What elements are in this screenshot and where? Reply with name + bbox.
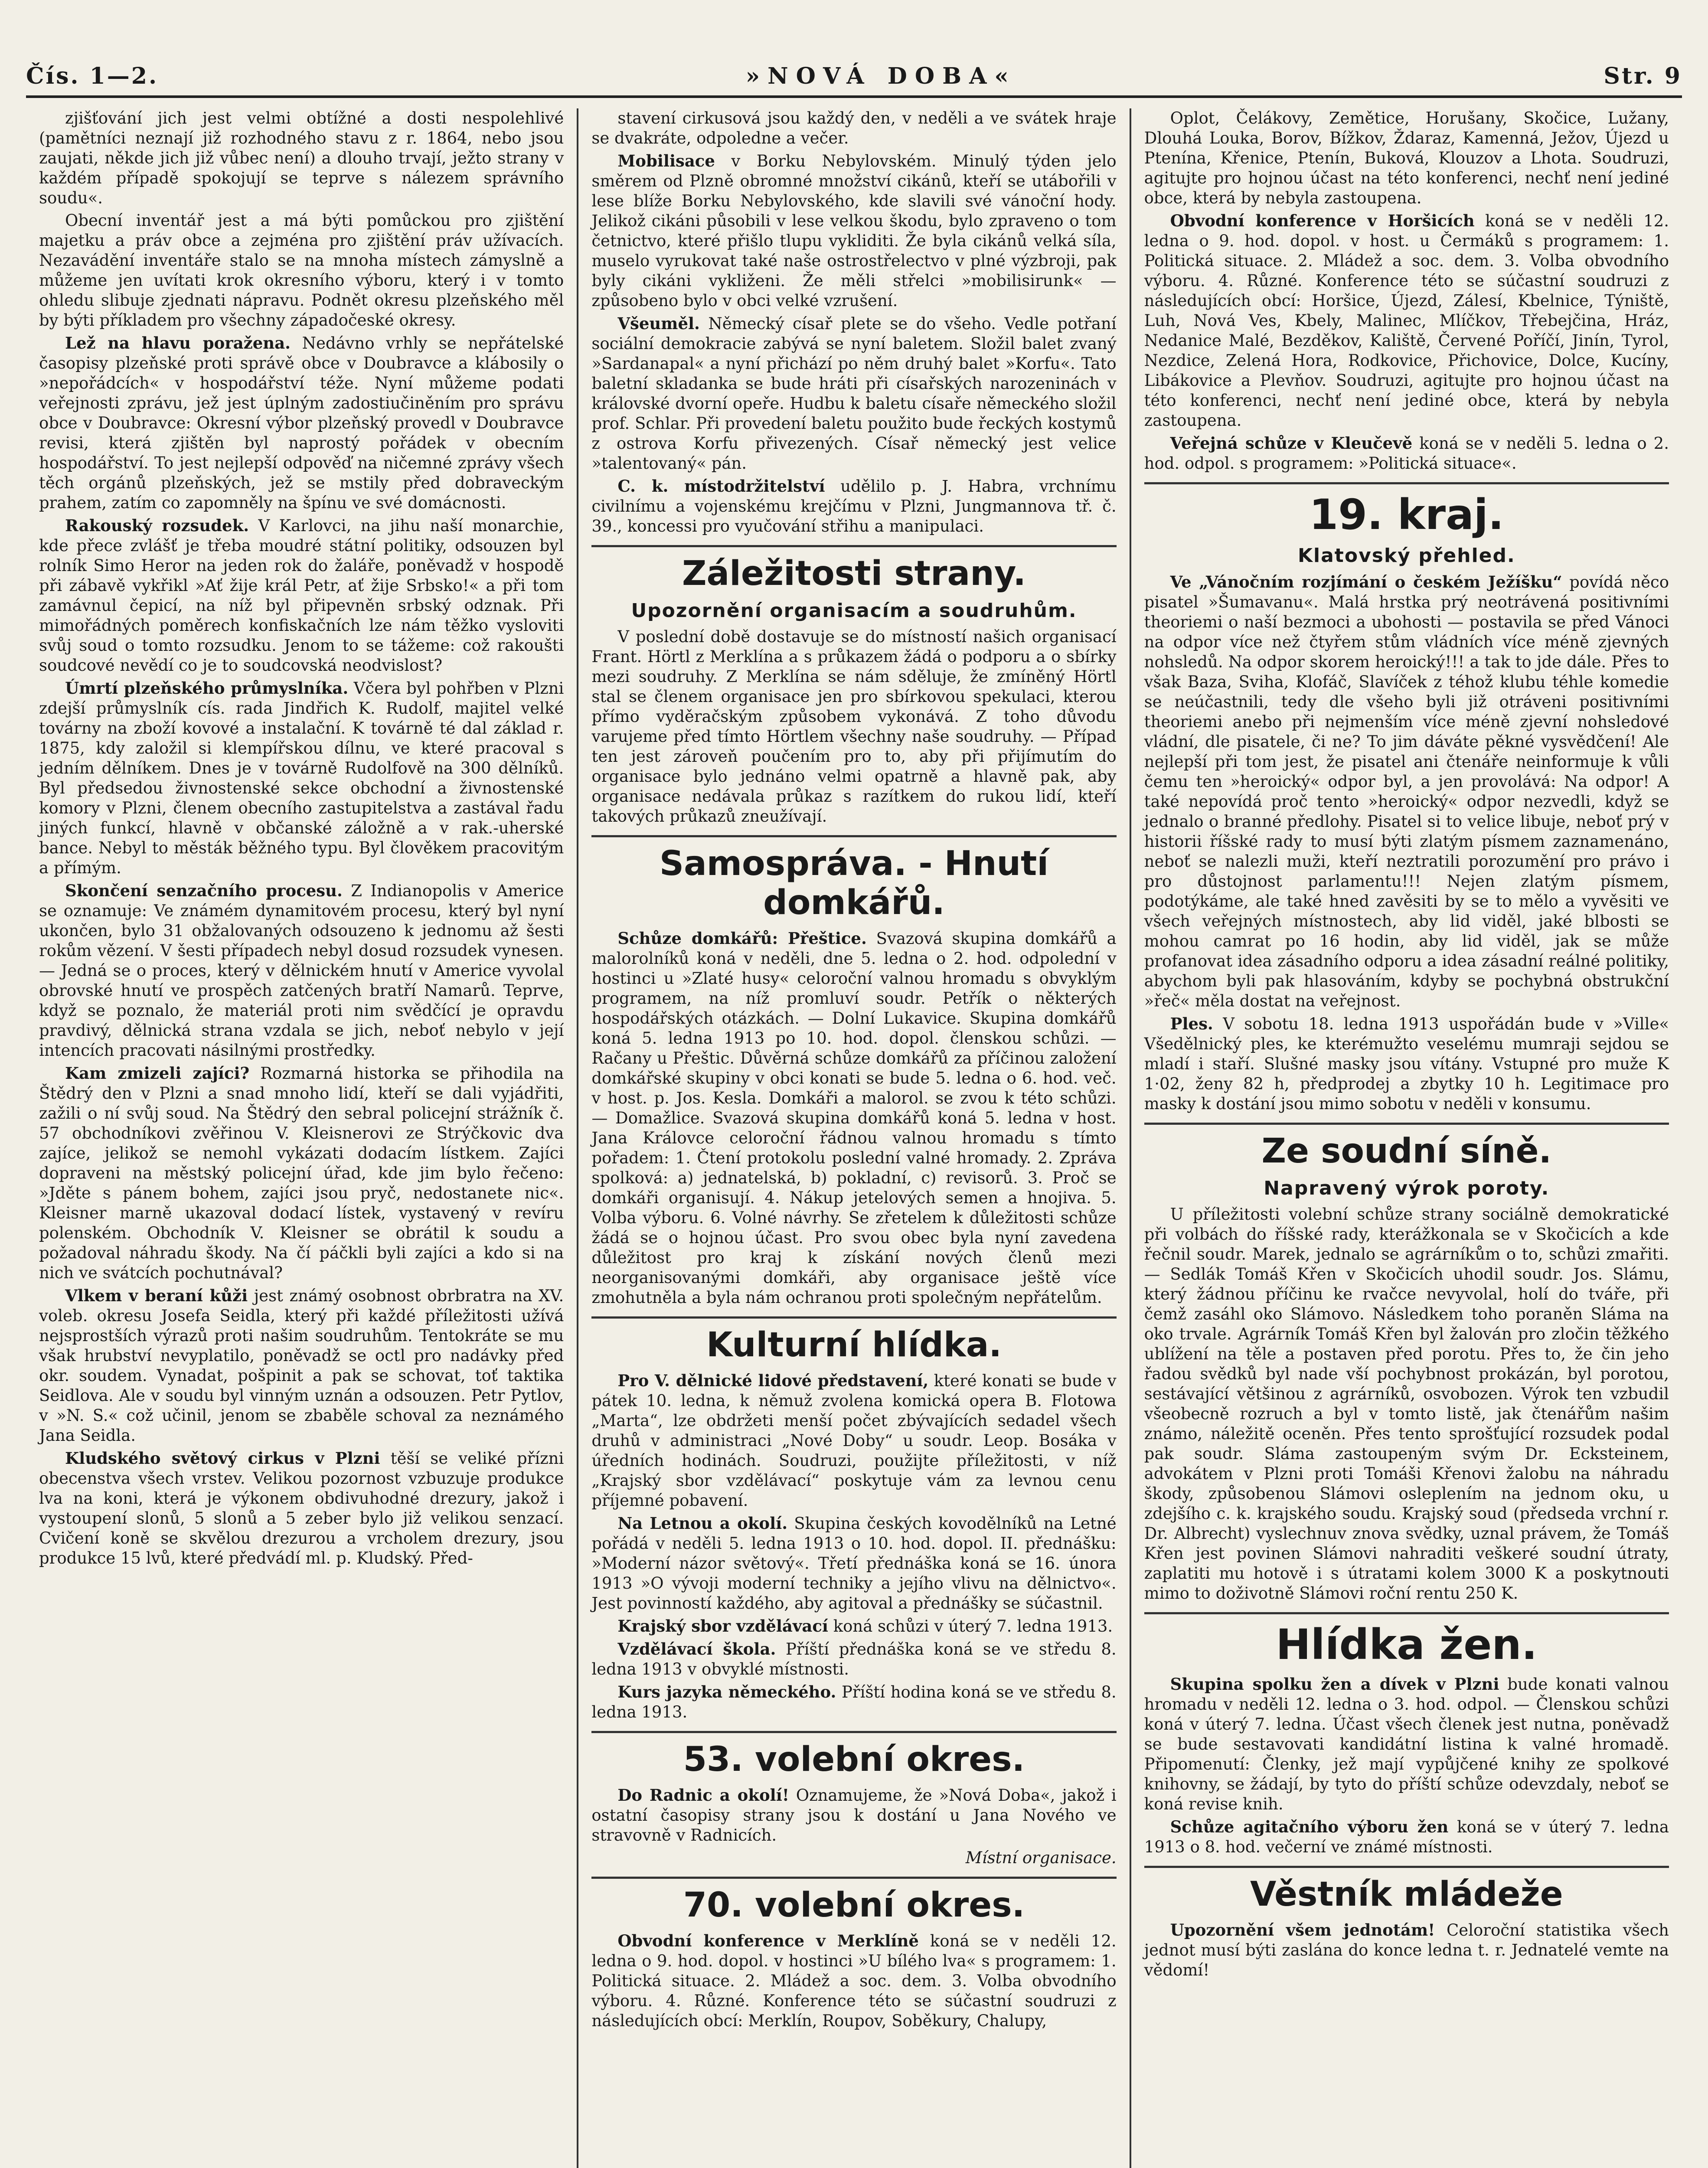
issue-number: Čís. 1—2. — [26, 62, 159, 89]
section-heading: Věstník mládeže — [1144, 1866, 1669, 1914]
section-heading: 19. kraj. — [1144, 482, 1669, 538]
article-heading: Ples. — [1170, 1014, 1213, 1033]
article-heading: Kludského světový cirkus v Plzni — [65, 1449, 380, 1468]
paragraph: Oplot, Čelákovy, Zemětice, Horušany, Skočice, Lužany, Dlouhá Louka, Borov, Bížkov, Ždaraz, Kamenná, Ježov, Újezd u Ptenína, Křenice, Ptenín, Buková, Klouzov a Lhota. Soudruzi, agitujte pro hojnou účast na této konferenci, nechť není jediné obce, která by nebyla zastoupena. — [1144, 109, 1669, 207]
article: Obvodní konference v Horšicích koná se v neděli 12. ledna o 9. hod. dopol. v host. u Čermáků s programem: 1. Politická situace. 2. Mládež a soc. dem. 3. Volba obvodního výboru. 4. Různé. Konference této se súčastní soudruzi z následujících obcí: Horšice, Újezd, Zálesí, Kbelnice, Týniště, Luh, Nová Ves, Kbely, Malinec, Mlíčkov, Třebejčina, Hráz, Nedanice Malé, Bezděkov, Kaliště, Červené Poříčí, Jinín, Tyrol, Nezdice, Zelená Hora, Rodkovice, Přichovice, Dolce, Kucíny, Libákovice a Plevňov. Soudruzi, agitujte pro hojnou účast na této konferenci, nechť není jediné obce, která by nebyla zastoupena. — [1144, 211, 1669, 430]
article-heading: Pro V. dělnické lidové představení, — [617, 1371, 929, 1390]
article-heading: Ve „Vánočním rozjímání o českém Ježíšku“ — [1170, 572, 1562, 591]
article-heading: Upozornění všem jednotám! — [1170, 1920, 1435, 1939]
section-heading: Samospráva. - Hnutí domkářů. — [591, 835, 1116, 922]
article: Pro V. dělnické lidové představení, které konati se bude v pátek 10. ledna, k němuž zvolena komická opera B. Flotowa „Marta“, lze obdržeti menší počet zbývajících sedadel všech druhů v administraci „Nové Doby“ u soudr. Leop. Bosáka v úředních hodinách. Soudruzi, použijte příležitosti, v níž „Krajský sbor vzdělávací“ poskytuje vám za levnou cenu příjemné pobavení. — [591, 1371, 1117, 1510]
article: Do Radnic a okolí! Oznamujeme, že »Nová Doba«, jakož i ostatní časopisy strany jsou k dostání u Jana Nového ve stravovně v Radnicích. — [591, 1786, 1117, 1845]
article: Lež na hlavu poražena. Nedávno vrhly se nepřátelské časopisy plzeňské proti správě obce v Doubravce a klábosily o »nepořádcích« v hospodářství téže. Nyní můžeme podati veřejnosti zprávu, jež jest úplným zadostiučiněním pro správu obce v Doubravce: Okresní výbor plzeňský provedl v Doubravce revisi, která zjištěn byl naprostý pořádek v obecním hospodářství. To jest nejlepší odpověď na ničemné zprávy všech těch orgánů plzeňských, jež se mstily před dobraveckým prahem, zatím co zapomněly na špínu ve své domácnosti. — [39, 333, 564, 512]
paragraph: stavení cirkusová jsou každý den, v neděli a ve svátek hraje se dvakráte, odpoledne a večer. — [591, 109, 1117, 147]
article: Úmrtí plzeňského průmyslníka. Včera byl pohřben v Plzni zdejší průmyslník cís. rada Jindřich K. Rudolf, majitel velké továrny na zboží kovové a instalační. K továrně té dal základ r. 1875, kdy založil si klempířskou dílnu, ve které pracoval s jedním dělníkem. Dnes je v továrně Rudolfově na 300 dělníků. Byl předsedou živnostenské sekce obchodní a živnostenské komory v Plzni, členem obecního zastupitelstva a zastával řadu jiných funkcí, hlavně v občanské záložně a v rak.-uherské bance. Nebyl to městák běžného typu. Byl člověkem pracovitým a přímým. — [39, 679, 564, 877]
column-2 — [577, 108, 1129, 2168]
article-heading: Vlkem v beraní kůži — [65, 1286, 248, 1305]
subheading: Upozornění organisacím a soudruhům. — [631, 600, 1077, 622]
paragraph: zjišťování jich jest velmi obtížné a dosti nespolehlivé (pamětníci neznají již rozhodného stavu z r. 1864, nebo jsou zaujati, někde jich již vůbec není) a dlouho trvají, ježto strany v každém případě spokojují se teprve s nálezem správního soudu«. — [39, 109, 564, 207]
article-heading: Obvodní konference v Horšicích — [1170, 211, 1475, 230]
section-heading: 53. volební okres. — [591, 1731, 1116, 1779]
article: C. k. místodržitelství udělilo p. J. Habra, vrchnímu civilnímu a vojenskému krejčímu v Plzni, Jungmannova tř. č. 39., koncessi pro vyučování střihu a manipulaci. — [591, 477, 1117, 535]
article: Vlkem v beraní kůži jest známý osobnost obrbratra na XV. voleb. okresu Josefa Seidla, který při každé příležitosti užívá nejsprostších výrazů proti našim soudruhům. Tentokráte se mu však hrubství nevyplatilo, poněvadž se octl pro nadávky před okr. soudem. Vynadat, pošpinit a pak se schovat, toť taktika Seidlova. Ale v soudu byl vinným uznán a odsouzen. Petr Pytlov, v »N. S.« což učinil, jenom se zbaběle schoval za neznámého Jana Seidla. — [39, 1286, 564, 1445]
paragraph: Obecní inventář jest a má býti pomůckou pro zjištění majetku a práv obce a zejména pro zjištění práv užívacích. Nezavádění inventáře stalo se na mnoha místech zámyslně a můžeme jen uvítati krok okresního výboru, který i v tomto ohledu slibuje zjednati nápravu. Podnět okresu plzeňského měl by býti příkladem pro všechny západočeské okresy. — [39, 211, 564, 330]
article: Ples. V sobotu 18. ledna 1913 uspořádán bude v »Ville« Všedělnický ples, ke kterémužto veselému mumraji sejdou se mladí i staří. Slušné masky jsou vítány. Vstupné pro muže K 1·02, ženy 82 h, předprodej a zbytky 10 h. Legitimace pro masky k dostání jsou mimo sobotu v neděli v konsumu. — [1144, 1014, 1669, 1113]
article: Krajský sbor vzdělávací koná schůzi v úterý 7. ledna 1913. — [617, 1616, 1113, 1636]
article: Schůze agitačního výboru žen koná se v úterý 7. ledna 1913 o 8. hod. večerní ve známé místnosti. — [1144, 1817, 1669, 1856]
article-heading: Veřejná schůze v Kleučevě — [1170, 434, 1413, 453]
article-heading: Kurs jazyka německého. — [617, 1682, 836, 1701]
newspaper-title: »NOVÁ DOBA« — [745, 62, 1016, 89]
article: Všeuměl. Německý císař plete se do všeho. Vedle potřaní sociální demokracie zabývá se nyní baletem. Složil balet zvaný »Sardanapal« a nyní přichází po něm druhý balet »Korfu«. Tato baletní skladanka se bude hráti při císařských narozeninách v královské dvorní opeře. Hudbu k baletu císaře německého složil prof. Schlar. Při provedení baletu použito bude řeckých kostymů z ostrova Korfu přivezených. Císař německý jest velice »talentovaný« pán. — [591, 314, 1117, 473]
columns — [26, 108, 1682, 2168]
article-heading: Všeuměl. — [617, 314, 700, 333]
paragraph: V poslední době dostavuje se do místností našich organisací Frant. Hörtl z Merklína a s průkazem žádá o podporu a o sbírky mezi soudruhy. Z Merklína se nám sděluje, že zmíněný Hörtl stal se členem organisace jen pro sbírkovou spekulaci, kterou přímo vyděračským způsobem vykonává. Z toho důvodu varujeme před tímto Hörtlem všechny naše soudruhy. — Případ ten jest zároveň poučením pro to, aby při přijímutím do organisace bylo jednáno velmi opatrně a hlavně pak, aby organisace nedávala průkaz s razítkem do rukou lidí, kteří takových průkazů zneužívají. — [591, 627, 1117, 826]
column-1 — [26, 108, 577, 2168]
article: Schůze domkářů: Přeštice. Svazová skupina domkářů a malorolníků koná v neděli, dne 5. ledna o 2. hod. odpolední v hostinci u »Zlaté husy« celoroční valnou hromadu s obvyklým programem, na níž promluví soudr. Petřík o některých hospodářských otázkách. — Dolní Lukavice. Skupina domkářů koná 5. ledna 1913 po 10. hod. dopol. členskou schůzi. — Račany u Přeštic. Důvěrná schůze domkářů za příčinou založení domkářské skupiny v obci konati se bude 5. ledna o 6. hod. več. v host. p. Jos. Kesla. Domkáři a malorol. se zvou k této schůzi. — Domažlice. Svazová skupina domkářů koná 5. ledna v host. Jana Královce celoroční řádnou valnou hromadu s tímto pořadem: 1. Čtení protokolu poslední valné hromady. 2. Zpráva spolková: a) jednatelská, b) pokladní, c) revisorů. 3. Proč se domkáři organisují. 4. Nákup jetelových semen a hnojiva. 5. Volba výboru. 6. Volné návrhy. Se zřetelem k důležitosti schůze žádá se o hojnou účast. Pro svou obec byla nyní zavedena důležitost pro kraj k získání nových členů mezi neorganisovanými domkáři, aby organisace ještě více zmohutněla a byla nám ochranou proti společným nepřátelům. — [591, 929, 1117, 1307]
article-heading: Do Radnic a okolí! — [617, 1786, 790, 1805]
article-heading: Kam zmizeli zajíci? — [65, 1064, 250, 1083]
signature: Místní organisace. — [965, 1848, 1117, 1867]
article: Kurs jazyka německého. Příští hodina koná se ve středu 8. ledna 1913. — [591, 1682, 1117, 1721]
article-heading: Schůze agitačního výboru žen — [1170, 1817, 1449, 1836]
article-heading: Vzdělávací škola. — [617, 1639, 776, 1659]
column-3 — [1130, 108, 1682, 2168]
section-heading: Záležitosti strany. — [591, 545, 1116, 593]
article-heading: Na Letnou a okolí. — [617, 1514, 788, 1533]
article-heading: Skončení senzačního procesu. — [65, 881, 343, 900]
section-heading: 70. volební okres. — [591, 1877, 1116, 1925]
article-heading: Mobilisace — [617, 151, 715, 170]
section-heading: Kulturní hlídka. — [591, 1316, 1116, 1365]
article: Skupina spolku žen a dívek v Plzni bude konati valnou hromadu v neděli 12. ledna o 3. hod. odpol. — Členskou schůzi koná v úterý 7. ledna. Účast všech členek jest nutna, poněvadž se bude sestavovati kandidátní listina k valné hromadě. Připomenutí: Členky, jež mají vypůjčené knihy ze spolkové knihovny, se žádají, by tyto do příští schůze odevzdaly, neboť se koná revise knih. — [1144, 1675, 1669, 1813]
section-heading: Ze soudní síně. — [1144, 1123, 1669, 1171]
subheading: Klatovský přehled. — [1297, 545, 1515, 567]
article: Veřejná schůze v Kleučevě koná se v neděli 5. ledna o 2. hod. odpol. s programem: »Politická situace«. — [1144, 434, 1669, 473]
article: Na Letnou a okolí. Skupina českých kovodělníků na Letné pořádá v neděli 5. ledna 1913 o 10. hod. dopol. II. přednášku: »Moderní názor světový«. Třetí přednáška koná se 16. února 1913 »O vývoji moderní techniky a jejího vlivu na dělnictvo«. Jest povinností každého, aby agitoval a přednášky se súčastnil. — [591, 1514, 1117, 1613]
article-heading: Schůze domkářů: Přeštice. — [617, 929, 867, 948]
page-number: Str. 9 — [1603, 62, 1682, 89]
article-heading: C. k. místodržitelství — [617, 477, 825, 496]
article: Skončení senzačního procesu. Z Indianopolis v Americe se oznamuje: Ve známém dynamitovém procesu, který byl nyní ukončen, bylo 31 obžalovaných odsouzeno k jednomu až šesti rokům vězení. V šesti případech nebyl dosud rozsudek vynesen. — Jedná se o proces, který v dělnickém hnutí v Americe vyvolal obrovské hnutí ve prospěch zatčených bratří Namarů. Teprve, když se poznalo, že materiál proti nim svědčící je opravdu pravdivý, dělnická strana vzdala se jich, neboť nebylo v její intencích pracovati násilnými prostředky. — [39, 881, 564, 1060]
article-heading: Krajský sbor vzdělávací — [617, 1616, 828, 1636]
section-heading: Hlídka žen. — [1144, 1612, 1669, 1668]
article: Mobilisace v Borku Nebylovském. Minulý týden jelo směrem od Plzně obromné množství cikánů, kteří se utábořili v lese blíže Borku Nebylovského, kde slavili své vánoční hody. Jelikož cikáni působili v lese velkou škodu, bylo zpraveno o tom četnictvo, které přišlo tlupu vykliditi. Že byla cikánů velká síla, muselo vyrukovat také naše ostrostřelectvo v plné výzbroji, pak byly cikáni vykliženi. Že měli střelci »mobilisirunk« — způsobeno bylo v obci velké vzrušení. — [591, 151, 1117, 310]
article: Vzdělávací škola. Příští přednáška koná se ve středu 8. ledna 1913 v obvyklé místnosti. — [591, 1639, 1117, 1678]
article-heading: Lež na hlavu poražena. — [65, 333, 291, 353]
article: Rakouský rozsudek. V Karlovci, na jihu naší monarchie, kde přece zvlášť je třeba moudré státní politiky, odsouzen byl rolník Simo Heror na jeden rok do žaláře, poněvadž v hospodě při zábavě vykřikl »Ať žije král Petr, ať žije Srbsko!« a při tom zamávnul čepicí, na níž byl připevněn srbský odznak. Při mimořádných poměrech konfiskačních lze nám těžko vysloviti svůj soud o tomto rozsudku. Jenom to se tážeme: což rakoušti soudcové nevědí co je to soudcovská neodvislost? — [39, 516, 564, 675]
article-heading: Úmrtí plzeňského průmyslníka. — [65, 679, 349, 698]
masthead — [26, 56, 1682, 98]
article-heading: Skupina spolku žen a dívek v Plzni — [1170, 1675, 1499, 1694]
article: Kludského světový cirkus v Plzni těší se veliké přízni obecenstva všech vrstev. Velikou pozornost vzbuzuje produkce lva na koni, která je výkonem obdivuhodné drezury, jakož i vystoupení slonů, 5 slonů a 5 zeber bylo již velikou senzací. Cvičení koně se skvělou drezurou a vrcholem drezury, jsou produkce 15 lvů, které předvádí ml. p. Kludský. Před- — [39, 1449, 564, 1567]
article: Upozornění všem jednotám! Celoroční statistika všech jednot musí býti zaslána do konce ledna t. r. Jednatelé vemte na vědomí! — [1144, 1920, 1669, 1979]
paragraph: U příležitosti volební schůze strany sociálně demokratické při volbách do říšské rady, kterážkonala se v Skočicích a kde řečnil soudr. Marek, jednalo se agrárníkům o to, schůzi zmařiti. — Sedlák Tomáš Křen v Skočicích uhodil soudr. Jos. Slámu, který žádnou příčinu ke rvačce nevyvolal, holí do tváře, při čemž zasáhl oko Slámovo. Následkem toho poraněn Sláma na oko trvale. Agrárník Tomáš Křen byl žalován pro zločin těžkého ublížení na těle a postaven před porotu. Přes to, že čin jeho řadou svědků byl nade vší pochybnost prokázán, byl porotou, sestávající většinou z agrárníků, osvobozen. Výrok ten vzbudil všeobecně rozruch a byl v tomto listě, jak čtenářům našim známo, náležitě oceněn. Přes tento sprošťující rozsudek podal pak soudr. Sláma zastoupeným svým Dr. Ecksteinem, advokátem v Plzni proti Tomáši Křenovi žalobu na náhradu škody, způsobenou Slámovi osleplením na jednom oku, u zdejšího c. k. krajského soudu. Krajský soud (předseda vrchní r. Dr. Albrecht) vyslechnuv znova svědky, uznal právem, že Tomáš Křen jest povinen Slámovi nahraditi veškeré soudní útraty, zaplatiti mu hotově i s útratami kolem 3000 K a poskytnouti mimo to doživotně Slámovi roční rentu 250 K. — [1144, 1205, 1669, 1603]
article: Obvodní konference v Merklíně koná se v neděli 12. ledna o 9. hod. dopol. v hostinci »U bílého lva« s programem: 1. Politická situace. 2. Mládež a soc. dem. 3. Volba obvodního výboru. 4. Různé. Konference této se súčastní soudruzi z následujících obcí: Merklín, Roupov, Soběkury, Chalupy, — [591, 1931, 1117, 2030]
article: Kam zmizeli zajíci? Rozmarná historka se přihodila na Štědrý den v Plzni a snad mnoho lidí, kteří se dali vyjádřiti, zažili o ní svůj soud. Na Štědrý den sebral policejní strážník č. 57 obchodníkovi zvěřinou V. Kleisnerovi ze Strýčkovic dva zajíce, jelikož se nemohl vykázati dodacím lístkem. Zajíci dopraveni na městský policejní úřad, kde jim bylo řečeno: »Jděte s pánem bohem, zajíci jsou pryč, nedostanete nic«. Kleisner marně ukazoval dodací lístek, vystavený v revíru polenském. Obchodník V. Kleisner se obrátil k soudu a požadoval náhradu škody. Na čí páčkli byli zajíci a kdo si na nich ve svátcích pochutnával? — [39, 1064, 564, 1282]
article-heading: Rakouský rozsudek. — [65, 516, 249, 535]
article: Ve „Vánočním rozjímání o českém Ježíšku“ povídá něco pisatel »Šumavanu«. Malá hrstka prý neotrávená positivními theoriemi o naší bezmoci a ubohosti — postavila se před Vánoci na odpor více než čtyřem stům vládních více méně zjevných nohsledů. Na odpor skorem heroický!!! a tak to jde dále. Přes to však Baza, Sviha, Klofáč, Slavíček z téhož klubu téhle komedie se neúčastnili, tedy dle všeho byli již otráveni positivními theoriemi anebo při nejmenším více méně zjevní nohsledové vládní, dle pisatele, či ne? To jim dáváte pěkné vysvědčení! Ale nejlepší při tom jest, že pisatel ani čtenáře neinformuje k vůli čemu ten »heroický« odpor byl, a jen provolává: Na odpor! A také nepovídá proč tento »heroický« odpor nezvedli, když se jednalo o branné předlohy. Pisatel si to velice libuje, neboť prý v historii říšské rady to musí býti zlatým písmem zaznamenáno, neboť se nalezli muži, kteří neztratili porozumění pro právo i pro důstojnost parlamentu!!! Nejen zlatým písmem, podotýkáme, ale také hned zavěsiti by se to mělo a vyvěsiti ve všech veřejných místnostech, aby lid viděl, jaké blbosti se mohou camrat po 16 hodin, aby lid viděl, jak se může profanovat idea zásadního odporu a idea zásadní reálné politiky, abychom byli pak hlasováním, kdyby se pochybná obstrukční »řeč« měla dostat na veřejnost. — [1144, 572, 1669, 1010]
subheading: Napravený výrok poroty. — [1264, 1177, 1550, 1199]
article-heading: Obvodní konference v Merklíně — [617, 1931, 919, 1950]
